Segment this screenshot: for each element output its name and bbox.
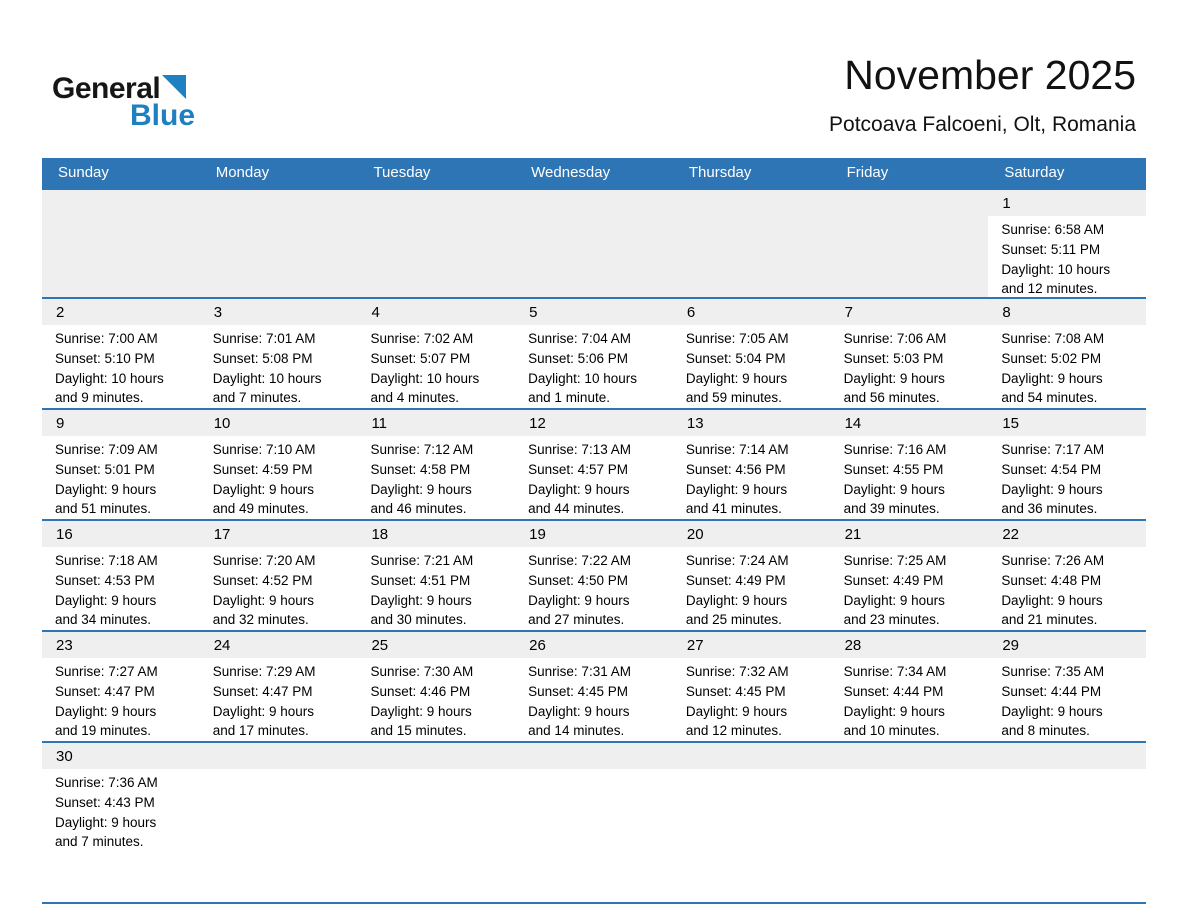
day-cell-empty xyxy=(673,190,831,297)
sunset-text: Sunset: 5:03 PM xyxy=(843,350,944,366)
daylight-line1: Daylight: 9 hours xyxy=(843,703,945,719)
day-info xyxy=(831,436,989,519)
sunrise-text: Sunrise: 7:31 AM xyxy=(528,664,631,679)
sunset-text: Sunset: 5:11 PM xyxy=(1001,241,1101,257)
day-cell-11 xyxy=(357,410,515,519)
sunrise-text: Sunrise: 7:35 AM xyxy=(1001,664,1105,679)
day-number: 8 xyxy=(988,299,1146,325)
day-cell-20 xyxy=(673,521,831,630)
day-number: 15 xyxy=(988,410,1146,436)
sunrise-text: Sunrise: 7:01 AM xyxy=(212,331,316,346)
day-info xyxy=(515,436,673,519)
daylight-line1: Daylight: 9 hours xyxy=(843,481,945,497)
daylight-line1: Daylight: 10 hours xyxy=(1001,261,1111,277)
daylight-line2: and 56 minutes. xyxy=(843,390,940,406)
sunrise-text: Sunrise: 7:21 AM xyxy=(370,553,474,568)
logo-text-blue: Blue xyxy=(130,99,196,132)
day-info xyxy=(515,325,673,408)
day-info xyxy=(42,325,200,408)
day-cell-2 xyxy=(42,299,200,408)
sunrise-text: Sunrise: 7:18 AM xyxy=(55,553,158,568)
sunrise-text: Sunrise: 7:08 AM xyxy=(1001,331,1105,346)
daylight-line2: and 27 minutes. xyxy=(528,612,625,628)
daylight-line2: and 12 minutes. xyxy=(1001,281,1098,297)
sunset-text: Sunset: 4:52 PM xyxy=(212,572,313,588)
sunset-text: Sunset: 4:49 PM xyxy=(685,572,786,588)
day-info xyxy=(515,658,673,741)
daylight-line2: and 8 minutes. xyxy=(1001,723,1090,739)
day-cell-3 xyxy=(200,299,358,408)
day-cell-27 xyxy=(673,632,831,741)
general-blue-logo xyxy=(52,74,252,131)
week-row-3 xyxy=(42,408,1146,519)
daylight-line1: Daylight: 9 hours xyxy=(55,592,157,608)
day-info xyxy=(42,658,200,741)
daylight-line2: and 51 minutes. xyxy=(55,501,152,517)
day-number: 10 xyxy=(200,410,358,436)
sunset-text: Sunset: 4:51 PM xyxy=(370,572,471,588)
daylight-line1: Daylight: 9 hours xyxy=(1001,703,1103,719)
day-info xyxy=(357,325,515,408)
daylight-line2: and 39 minutes. xyxy=(843,501,940,517)
day-number: 18 xyxy=(357,521,515,547)
week-row-2 xyxy=(42,297,1146,408)
daylight-line2: and 12 minutes. xyxy=(685,723,782,739)
day-cell-empty xyxy=(515,743,673,902)
daylight-line1: Daylight: 9 hours xyxy=(212,481,315,497)
day-cell-30 xyxy=(42,743,200,902)
day-cell-25 xyxy=(357,632,515,741)
weekday-header-saturday: Saturday xyxy=(1004,164,1065,181)
daylight-line2: and 30 minutes. xyxy=(370,612,467,628)
daylight-line2: and 1 minute. xyxy=(528,390,610,406)
day-number: 17 xyxy=(200,521,358,547)
day-cell-28 xyxy=(831,632,989,741)
day-info xyxy=(988,547,1146,630)
day-cell-empty xyxy=(831,190,989,297)
week-row-6 xyxy=(42,741,1146,904)
daylight-line1: Daylight: 9 hours xyxy=(370,703,472,719)
daylight-line2: and 41 minutes. xyxy=(685,501,782,517)
sunrise-text: Sunrise: 7:09 AM xyxy=(55,442,158,457)
sunset-text: Sunset: 4:43 PM xyxy=(55,794,155,810)
sunrise-text: Sunrise: 7:05 AM xyxy=(685,331,789,346)
day-cell-empty xyxy=(357,190,515,297)
daylight-line1: Daylight: 9 hours xyxy=(843,370,945,386)
day-number xyxy=(515,743,673,769)
day-number: 21 xyxy=(831,521,989,547)
sunrise-text: Sunrise: 7:02 AM xyxy=(370,331,474,346)
day-info xyxy=(831,547,989,630)
sunrise-text: Sunrise: 7:25 AM xyxy=(843,553,947,568)
day-number xyxy=(831,743,989,769)
daylight-line1: Daylight: 10 hours xyxy=(528,370,637,386)
day-info xyxy=(988,325,1146,408)
day-info xyxy=(42,547,200,630)
weekday-header-sunday: Sunday xyxy=(58,164,109,181)
daylight-line1: Daylight: 9 hours xyxy=(685,370,788,386)
day-number: 9 xyxy=(42,410,200,436)
daylight-line2: and 10 minutes. xyxy=(843,723,940,739)
day-cell-14 xyxy=(831,410,989,519)
daylight-line2: and 21 minutes. xyxy=(1001,612,1098,628)
day-number: 6 xyxy=(673,299,831,325)
daylight-line2: and 34 minutes. xyxy=(55,612,152,628)
day-info xyxy=(673,658,831,741)
day-number xyxy=(673,743,831,769)
day-number: 16 xyxy=(42,521,200,547)
daylight-line2: and 4 minutes. xyxy=(370,390,459,406)
day-info xyxy=(673,547,831,630)
day-number: 13 xyxy=(673,410,831,436)
month-title: November 2025 xyxy=(844,52,1136,98)
weekday-header-row xyxy=(42,158,1146,188)
daylight-line1: Daylight: 9 hours xyxy=(528,481,630,497)
day-cell-5 xyxy=(515,299,673,408)
daylight-line2: and 54 minutes. xyxy=(1001,390,1098,406)
weekday-header-thursday: Thursday xyxy=(688,164,752,181)
daylight-line1: Daylight: 9 hours xyxy=(1001,592,1103,608)
sunset-text: Sunset: 4:48 PM xyxy=(1001,572,1102,588)
daylight-line2: and 7 minutes. xyxy=(55,834,144,850)
day-info xyxy=(988,216,1146,297)
day-info xyxy=(673,325,831,408)
sunset-text: Sunset: 4:49 PM xyxy=(843,572,944,588)
day-info xyxy=(831,658,989,741)
day-cell-6 xyxy=(673,299,831,408)
day-info xyxy=(515,547,673,630)
daylight-line2: and 7 minutes. xyxy=(212,390,302,406)
day-number: 14 xyxy=(831,410,989,436)
day-number: 2 xyxy=(42,299,200,325)
day-info xyxy=(42,436,200,519)
day-cell-empty xyxy=(357,743,515,902)
sunset-text: Sunset: 5:01 PM xyxy=(55,461,155,477)
location-subtitle: Potcoava Falcoeni, Olt, Romania xyxy=(829,113,1136,137)
day-cell-29 xyxy=(988,632,1146,741)
daylight-line1: Daylight: 9 hours xyxy=(528,703,630,719)
day-cell-13 xyxy=(673,410,831,519)
day-number: 11 xyxy=(357,410,515,436)
sunrise-text: Sunrise: 7:29 AM xyxy=(212,664,316,679)
day-cell-4 xyxy=(357,299,515,408)
sunrise-text: Sunrise: 7:24 AM xyxy=(685,553,789,568)
sunrise-text: Sunrise: 7:26 AM xyxy=(1001,553,1105,568)
day-number: 1 xyxy=(988,190,1146,216)
day-cell-21 xyxy=(831,521,989,630)
day-number xyxy=(515,190,673,216)
day-cell-empty xyxy=(988,743,1146,902)
day-number: 20 xyxy=(673,521,831,547)
sunrise-text: Sunrise: 7:36 AM xyxy=(55,775,158,790)
day-number xyxy=(357,190,515,216)
day-number xyxy=(673,190,831,216)
week-row-1 xyxy=(42,188,1146,297)
sunrise-text: Sunrise: 7:06 AM xyxy=(843,331,947,346)
day-number: 28 xyxy=(831,632,989,658)
day-number xyxy=(831,190,989,216)
sunset-text: Sunset: 4:45 PM xyxy=(528,683,628,699)
daylight-line1: Daylight: 9 hours xyxy=(55,814,157,830)
day-number: 12 xyxy=(515,410,673,436)
sunset-text: Sunset: 4:46 PM xyxy=(370,683,471,699)
day-cell-7 xyxy=(831,299,989,408)
day-cell-26 xyxy=(515,632,673,741)
day-info xyxy=(988,436,1146,519)
day-number xyxy=(42,190,200,216)
day-info xyxy=(831,325,989,408)
day-cell-23 xyxy=(42,632,200,741)
daylight-line1: Daylight: 10 hours xyxy=(370,370,480,386)
sunset-text: Sunset: 5:06 PM xyxy=(528,350,628,366)
daylight-line2: and 36 minutes. xyxy=(1001,501,1098,517)
daylight-line2: and 15 minutes. xyxy=(370,723,467,739)
daylight-line1: Daylight: 9 hours xyxy=(1001,370,1103,386)
sunrise-text: Sunrise: 7:34 AM xyxy=(843,664,947,679)
daylight-line1: Daylight: 9 hours xyxy=(1001,481,1103,497)
day-cell-empty xyxy=(673,743,831,902)
day-number: 4 xyxy=(357,299,515,325)
day-info xyxy=(200,325,358,408)
day-cell-empty xyxy=(200,190,358,297)
day-cell-17 xyxy=(200,521,358,630)
day-info xyxy=(200,436,358,519)
daylight-line2: and 49 minutes. xyxy=(212,501,309,517)
day-cell-8 xyxy=(988,299,1146,408)
daylight-line1: Daylight: 9 hours xyxy=(370,592,472,608)
daylight-line1: Daylight: 9 hours xyxy=(55,703,157,719)
day-cell-empty xyxy=(831,743,989,902)
sunrise-text: Sunrise: 7:10 AM xyxy=(212,442,316,457)
sunset-text: Sunset: 4:45 PM xyxy=(685,683,786,699)
sunset-text: Sunset: 4:58 PM xyxy=(370,461,471,477)
sunrise-text: Sunrise: 7:32 AM xyxy=(685,664,789,679)
daylight-line2: and 9 minutes. xyxy=(55,390,144,406)
day-info xyxy=(988,658,1146,741)
day-cell-19 xyxy=(515,521,673,630)
sunset-text: Sunset: 4:47 PM xyxy=(212,683,313,699)
sunrise-text: Sunrise: 7:16 AM xyxy=(843,442,947,457)
daylight-line1: Daylight: 10 hours xyxy=(212,370,322,386)
day-number xyxy=(200,743,358,769)
day-cell-15 xyxy=(988,410,1146,519)
daylight-line1: Daylight: 9 hours xyxy=(370,481,472,497)
daylight-line1: Daylight: 9 hours xyxy=(685,703,788,719)
sunset-text: Sunset: 4:50 PM xyxy=(528,572,628,588)
day-number: 19 xyxy=(515,521,673,547)
daylight-line1: Daylight: 9 hours xyxy=(685,592,788,608)
sunset-text: Sunset: 5:07 PM xyxy=(370,350,471,366)
sunset-text: Sunset: 4:56 PM xyxy=(685,461,786,477)
day-info xyxy=(200,658,358,741)
week-row-4 xyxy=(42,519,1146,630)
daylight-line2: and 23 minutes. xyxy=(843,612,940,628)
day-number: 29 xyxy=(988,632,1146,658)
sunrise-text: Sunrise: 7:30 AM xyxy=(370,664,474,679)
day-cell-16 xyxy=(42,521,200,630)
day-number xyxy=(988,743,1146,769)
day-info xyxy=(42,769,200,852)
day-cell-9 xyxy=(42,410,200,519)
day-number: 25 xyxy=(357,632,515,658)
sunset-text: Sunset: 4:47 PM xyxy=(55,683,155,699)
day-cell-empty xyxy=(200,743,358,902)
daylight-line1: Daylight: 9 hours xyxy=(212,703,315,719)
weekday-header-friday: Friday xyxy=(846,164,889,181)
day-cell-24 xyxy=(200,632,358,741)
sunrise-text: Sunrise: 7:22 AM xyxy=(528,553,631,568)
day-cell-empty xyxy=(42,190,200,297)
day-number: 30 xyxy=(42,743,200,769)
day-number: 22 xyxy=(988,521,1146,547)
sunset-text: Sunset: 4:59 PM xyxy=(212,461,313,477)
day-number: 24 xyxy=(200,632,358,658)
weekday-header-tuesday: Tuesday xyxy=(373,164,431,181)
daylight-line1: Daylight: 9 hours xyxy=(843,592,945,608)
sunset-text: Sunset: 4:55 PM xyxy=(843,461,944,477)
weekday-header-monday: Monday xyxy=(215,164,270,181)
daylight-line2: and 32 minutes. xyxy=(212,612,309,628)
daylight-line1: Daylight: 9 hours xyxy=(685,481,788,497)
day-number: 27 xyxy=(673,632,831,658)
sunset-text: Sunset: 4:44 PM xyxy=(1001,683,1102,699)
sunset-text: Sunset: 5:10 PM xyxy=(55,350,155,366)
sunrise-text: Sunrise: 7:14 AM xyxy=(685,442,789,457)
sunrise-text: Sunrise: 6:58 AM xyxy=(1001,222,1105,237)
sunset-text: Sunset: 5:02 PM xyxy=(1001,350,1102,366)
day-number: 3 xyxy=(200,299,358,325)
daylight-line1: Daylight: 9 hours xyxy=(55,481,157,497)
day-number: 7 xyxy=(831,299,989,325)
sunset-text: Sunset: 4:57 PM xyxy=(528,461,628,477)
day-cell-1 xyxy=(988,190,1146,297)
daylight-line2: and 25 minutes. xyxy=(685,612,782,628)
weeks-container xyxy=(42,188,1146,904)
sunrise-text: Sunrise: 7:04 AM xyxy=(528,331,631,346)
sunrise-text: Sunrise: 7:12 AM xyxy=(370,442,474,457)
daylight-line1: Daylight: 10 hours xyxy=(55,370,164,386)
daylight-line2: and 14 minutes. xyxy=(528,723,625,739)
sunset-text: Sunset: 4:54 PM xyxy=(1001,461,1102,477)
week-row-5 xyxy=(42,630,1146,741)
daylight-line2: and 59 minutes. xyxy=(685,390,782,406)
sunset-text: Sunset: 5:04 PM xyxy=(685,350,786,366)
sunset-text: Sunset: 4:44 PM xyxy=(843,683,944,699)
day-number xyxy=(357,743,515,769)
daylight-line2: and 17 minutes. xyxy=(212,723,309,739)
day-info xyxy=(200,547,358,630)
weekday-header-wednesday: Wednesday xyxy=(531,164,611,181)
sunset-text: Sunset: 5:08 PM xyxy=(212,350,313,366)
sunrise-text: Sunrise: 7:00 AM xyxy=(55,331,158,346)
day-info xyxy=(357,436,515,519)
sunrise-text: Sunrise: 7:27 AM xyxy=(55,664,158,679)
day-number: 26 xyxy=(515,632,673,658)
daylight-line2: and 19 minutes. xyxy=(55,723,152,739)
daylight-line2: and 46 minutes. xyxy=(370,501,467,517)
day-cell-22 xyxy=(988,521,1146,630)
logo-text-general: General xyxy=(52,72,161,105)
day-number: 5 xyxy=(515,299,673,325)
sunrise-text: Sunrise: 7:20 AM xyxy=(212,553,316,568)
day-cell-18 xyxy=(357,521,515,630)
daylight-line1: Daylight: 9 hours xyxy=(212,592,315,608)
day-cell-empty xyxy=(515,190,673,297)
day-info xyxy=(357,547,515,630)
daylight-line2: and 44 minutes. xyxy=(528,501,625,517)
day-info xyxy=(673,436,831,519)
title-block xyxy=(829,52,1136,137)
sunset-text: Sunset: 4:53 PM xyxy=(55,572,155,588)
day-number xyxy=(200,190,358,216)
sunrise-text: Sunrise: 7:13 AM xyxy=(528,442,631,457)
daylight-line1: Daylight: 9 hours xyxy=(528,592,630,608)
day-info xyxy=(357,658,515,741)
sunrise-text: Sunrise: 7:17 AM xyxy=(1001,442,1105,457)
calendar-grid xyxy=(42,158,1146,904)
day-number: 23 xyxy=(42,632,200,658)
day-cell-10 xyxy=(200,410,358,519)
day-cell-12 xyxy=(515,410,673,519)
